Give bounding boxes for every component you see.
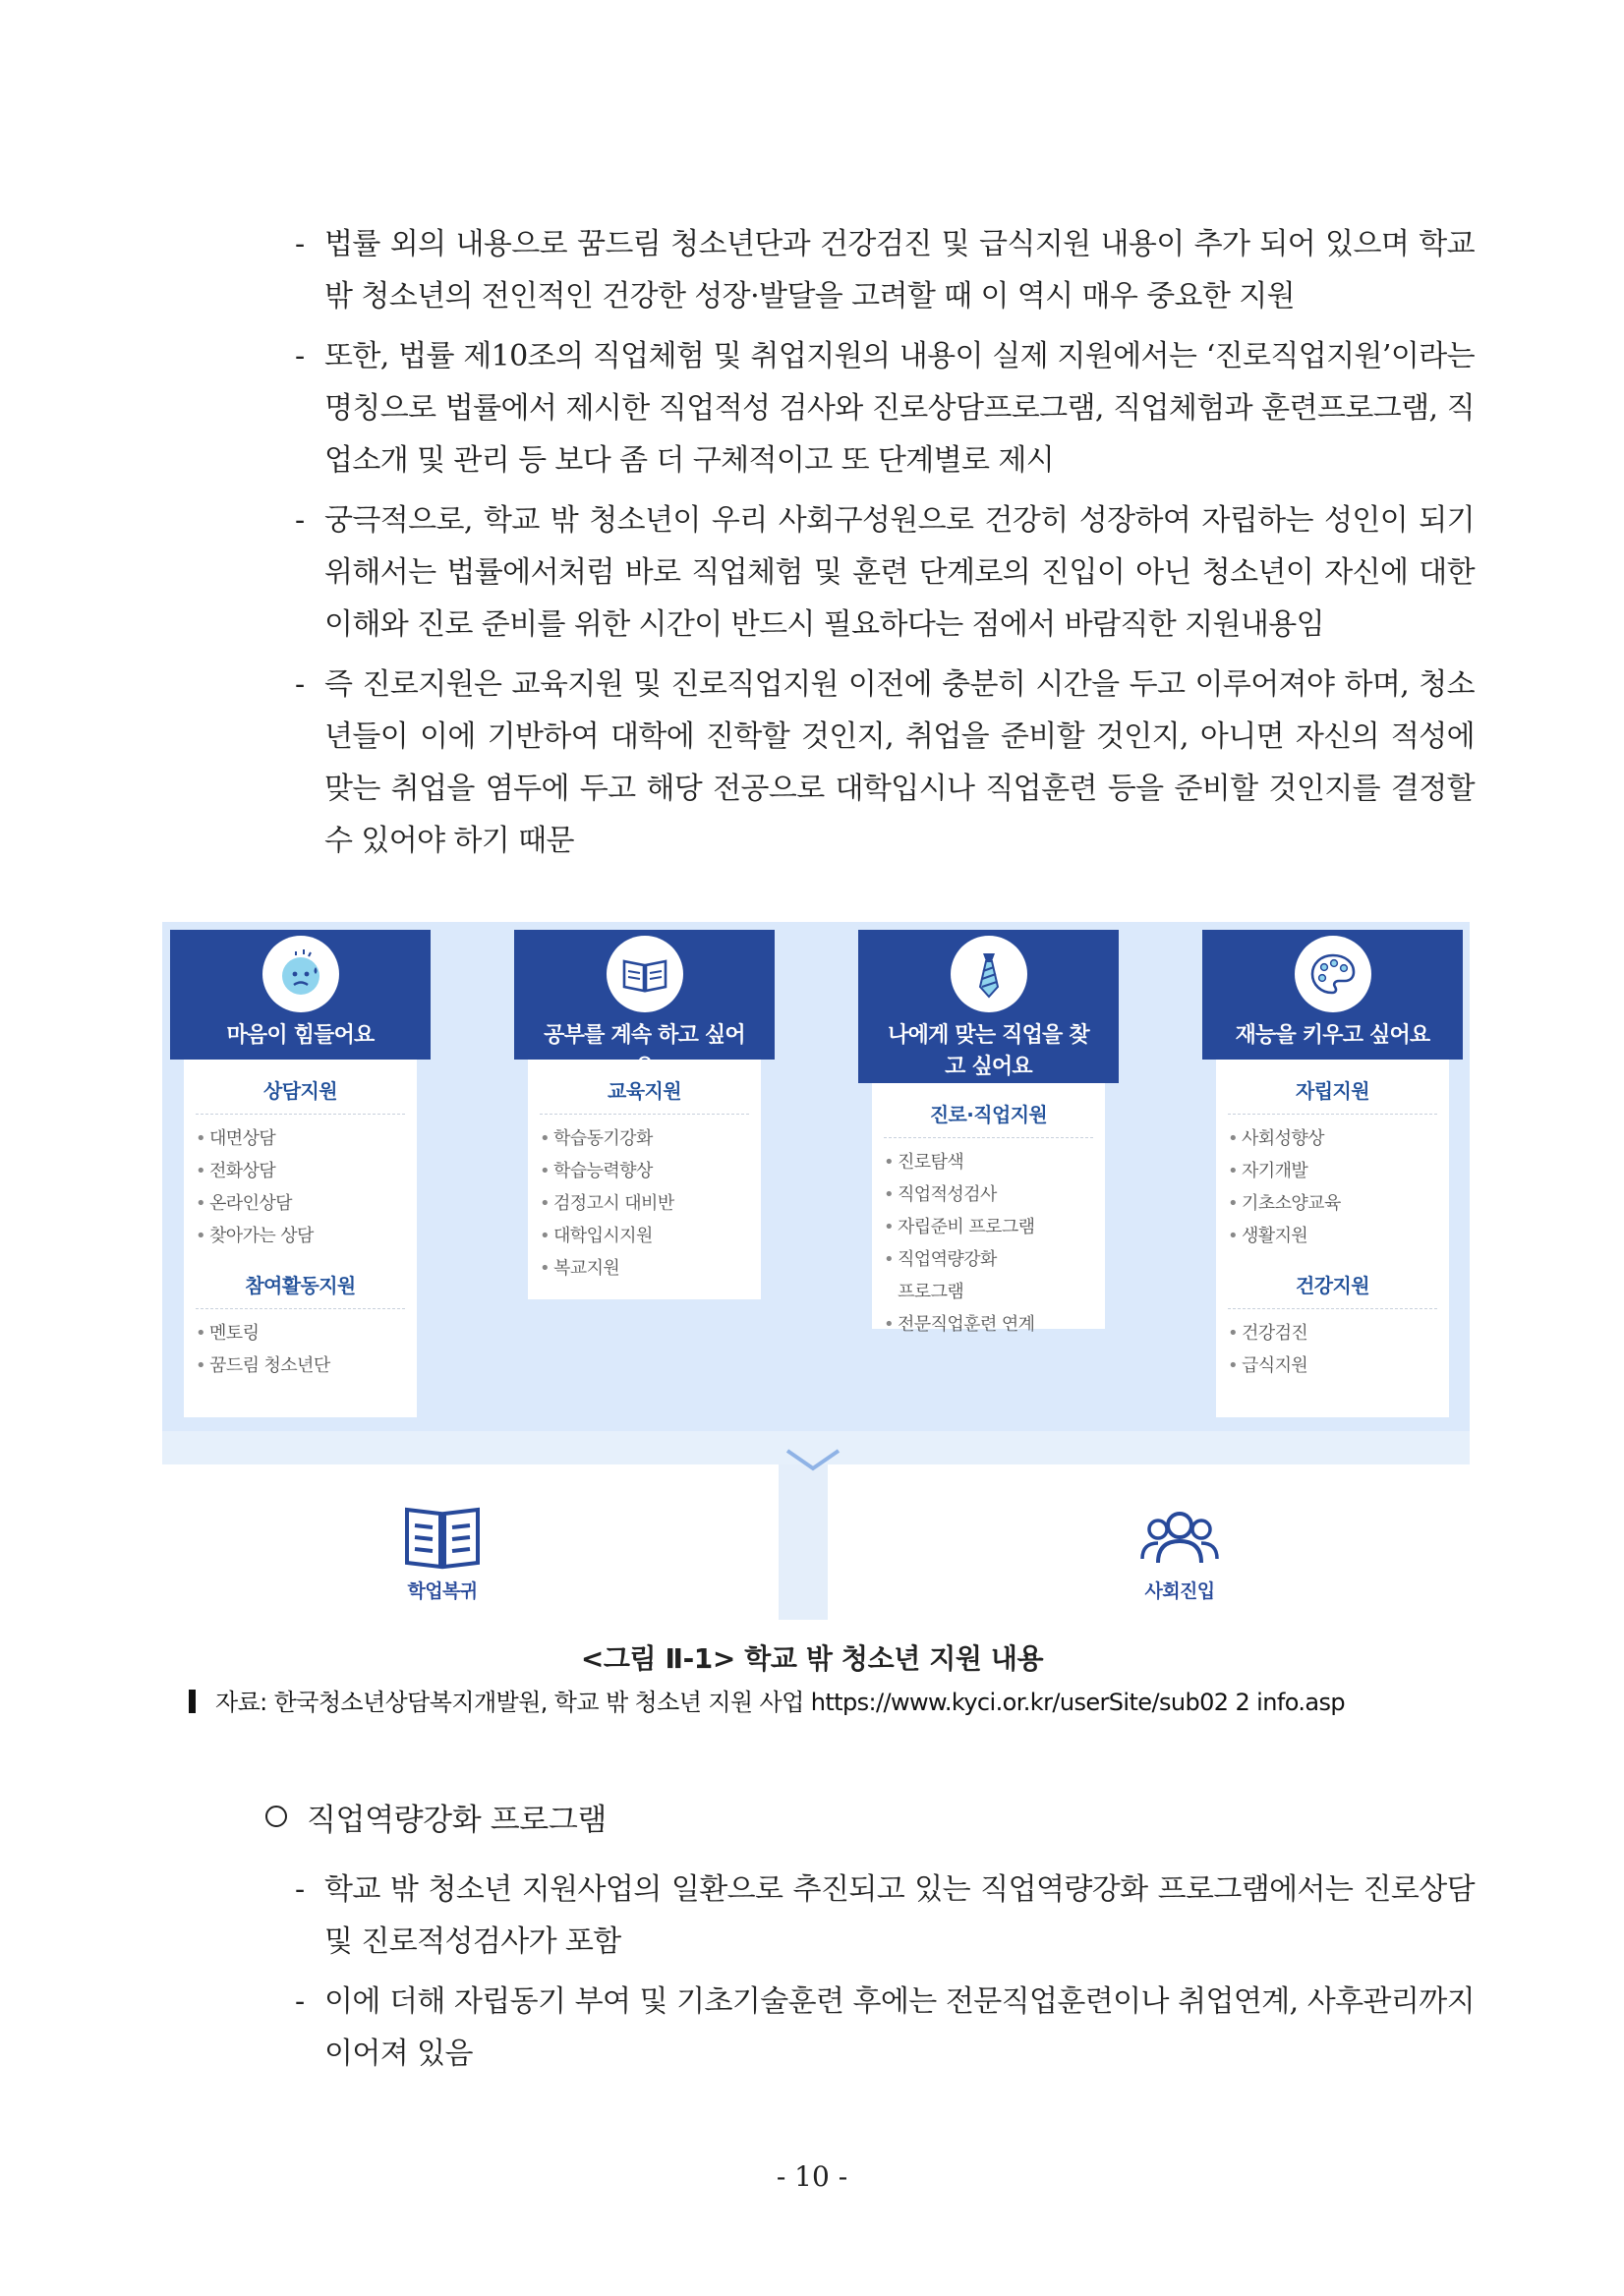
bullet-dash: - [295, 227, 305, 261]
bullet-dash: - [295, 1984, 305, 2019]
bullet-paragraph [295, 218, 1475, 322]
list-item: • 복교지원 [540, 1252, 749, 1285]
bullet-paragraph [295, 1864, 1475, 1968]
category-title: 자립지원 [1228, 1065, 1437, 1115]
column-mind [170, 930, 431, 1417]
category-title: 상담지원 [196, 1065, 405, 1115]
item-list [884, 1146, 1093, 1341]
list-item: • 온라인상담 [196, 1187, 405, 1220]
top-bullet-list [295, 218, 1475, 875]
list-item: • 자립준비 프로그램 [884, 1211, 1093, 1243]
support-figure [162, 922, 1470, 1620]
figure-divider [779, 1464, 828, 1620]
section-heading [265, 1795, 607, 1839]
item-list [196, 1317, 405, 1382]
category-title: 진로·직업지원 [884, 1089, 1093, 1138]
column-title: 나에게 맞는 직업을 찾고 싶어요 [888, 1023, 1089, 1079]
outcome-label: 학업복귀 [407, 1580, 478, 1602]
bullet-paragraph [295, 1976, 1475, 2080]
column-body [184, 1060, 417, 1417]
bullet-dash: - [295, 667, 305, 702]
open-book-icon [401, 1504, 484, 1573]
column-body [872, 1083, 1105, 1335]
figure-caption: <그림 Ⅱ-1> 학교 밖 청소년 지원 내용 [580, 1642, 1044, 1675]
outcome-return-to-school [378, 1504, 506, 1603]
category-title: 건강지원 [1228, 1260, 1437, 1309]
column-title: 재능을 키우고 싶어요 [1235, 1023, 1430, 1048]
figure-source [189, 1683, 1345, 1717]
book-icon [607, 936, 683, 1012]
necktie-icon [951, 936, 1027, 1012]
bullet-text: 또한, 법률 제10조의 직업체험 및 취업지원의 내용이 실제 지원에서는 ‘진로직업지원’이라는 명칭으로 법률에서 제시한 직업적성 검사와 진로상담프로그램, 직업체험과 훈련프로그램, 직업소개 및 관리 등 보다 좀 더 구체적이고 또 단계별로 제시 [324, 339, 1475, 478]
bullet-text: 학교 밖 청소년 지원사업의 일환으로 추진되고 있는 직업역량강화 프로그램에서는 진로상담 및 진로적성검사가 포함 [324, 1872, 1475, 1959]
list-item: • 학습능력향상 [540, 1155, 749, 1187]
list-item: • 기초소양교육 [1228, 1187, 1437, 1220]
column-career [858, 930, 1119, 1335]
column-header [858, 930, 1119, 1083]
source-text: 자료: 한국청소년상담복지개발원, 학교 밖 청소년 지원 사업 https://www.kyci.or.kr/userSite/sub02 2 info.asp [215, 1689, 1346, 1716]
category-title: 교육지원 [540, 1065, 749, 1115]
list-item: • 전화상담 [196, 1155, 405, 1187]
list-item: • 생활지원 [1228, 1220, 1437, 1252]
list-item: • 직업적성검사 [884, 1178, 1093, 1211]
column-body [1216, 1060, 1449, 1417]
sad-face-icon [262, 936, 339, 1012]
list-item: • 직업역량강화 프로그램 [884, 1243, 1015, 1308]
list-item: • 대학입시지원 [540, 1220, 749, 1252]
bullet-dash: - [295, 1872, 305, 1907]
column-study [514, 930, 775, 1299]
bullet-paragraph [295, 659, 1475, 867]
column-title: 마음이 힘들어요 [226, 1023, 375, 1048]
bullet-dash: - [295, 339, 305, 373]
page-number: - 10 - [776, 2160, 848, 2193]
list-item: • 멘토링 [196, 1317, 405, 1349]
bullet-dash: - [295, 503, 305, 538]
list-item: • 사회성향상 [1228, 1122, 1437, 1155]
bullet-paragraph [295, 494, 1475, 651]
section-heading-text: 직업역량강화 프로그램 [307, 1803, 607, 1838]
category-title: 참여활동지원 [196, 1260, 405, 1309]
lower-bullet-list [295, 1864, 1475, 2088]
item-list [1228, 1317, 1437, 1382]
column-header [514, 930, 775, 1079]
list-item: • 학습동기강화 [540, 1122, 749, 1155]
column-header [170, 930, 431, 1060]
item-list [196, 1122, 405, 1252]
list-item: • 전문직업훈련 연계 [884, 1308, 1093, 1341]
palette-icon [1295, 936, 1371, 1012]
column-body [528, 1060, 761, 1299]
bullet-text: 법률 외의 내용으로 꿈드림 청소년단과 건강검진 및 급식지원 내용이 추가 되어 있으며 학교 밖 청소년의 전인적인 건강한 성장·발달을 고려할 때 이 역시 매우 중요한 지원 [324, 227, 1475, 314]
outcome-label: 사회진입 [1144, 1580, 1215, 1602]
bullet-text: 이에 더해 자립동기 부여 및 기초기술훈련 후에는 전문직업훈련이나 취업연계, 사후관리까지 이어져 있음 [324, 1984, 1475, 2071]
list-item: • 자기개발 [1228, 1155, 1437, 1187]
bullet-text: 즉 진로지원은 교육지원 및 진로직업지원 이전에 충분히 시간을 두고 이루어져야 하며, 청소년들이 이에 기반하여 대학에 진학할 것인지, 취업을 준비할 것인지, 아니면 자신의 적성에 맞는 취업을 염두에 두고 해당 전공으로 대학입시나 직업훈련 등을 준비할 것인지를 결정할 수 있어야 하기 때문 [324, 667, 1475, 858]
list-item: • 급식지원 [1228, 1349, 1437, 1382]
column-header [1202, 930, 1463, 1060]
circle-bullet-icon [265, 1806, 287, 1827]
source-marker [189, 1690, 196, 1713]
item-list [1228, 1122, 1437, 1252]
list-item: • 대면상담 [196, 1122, 405, 1155]
list-item: • 찾아가는 상담 [196, 1220, 405, 1252]
column-talent [1202, 930, 1463, 1417]
bullet-paragraph [295, 330, 1475, 487]
chevron-down-icon [783, 1445, 842, 1474]
column-title: 공부를 계속 하고 싶어요 [544, 1023, 745, 1079]
list-item: • 검정고시 대비반 [540, 1187, 749, 1220]
list-item: • 진로탐색 [884, 1146, 1093, 1178]
item-list [540, 1122, 749, 1285]
list-item: • 꿈드림 청소년단 [196, 1349, 405, 1382]
bullet-text: 궁극적으로, 학교 밖 청소년이 우리 사회구성원으로 건강히 성장하여 자립하는 성인이 되기 위해서는 법률에서처럼 바로 직업체험 및 훈련 단계로의 진입이 아닌 청소년이 자신에 대한 이해와 진로 준비를 위한 시간이 반드시 필요하다는 점에서 바람직한 지원내용임 [324, 503, 1475, 642]
list-item: • 건강검진 [1228, 1317, 1437, 1349]
people-icon [1138, 1504, 1221, 1573]
outcome-social-entry [1116, 1504, 1244, 1603]
